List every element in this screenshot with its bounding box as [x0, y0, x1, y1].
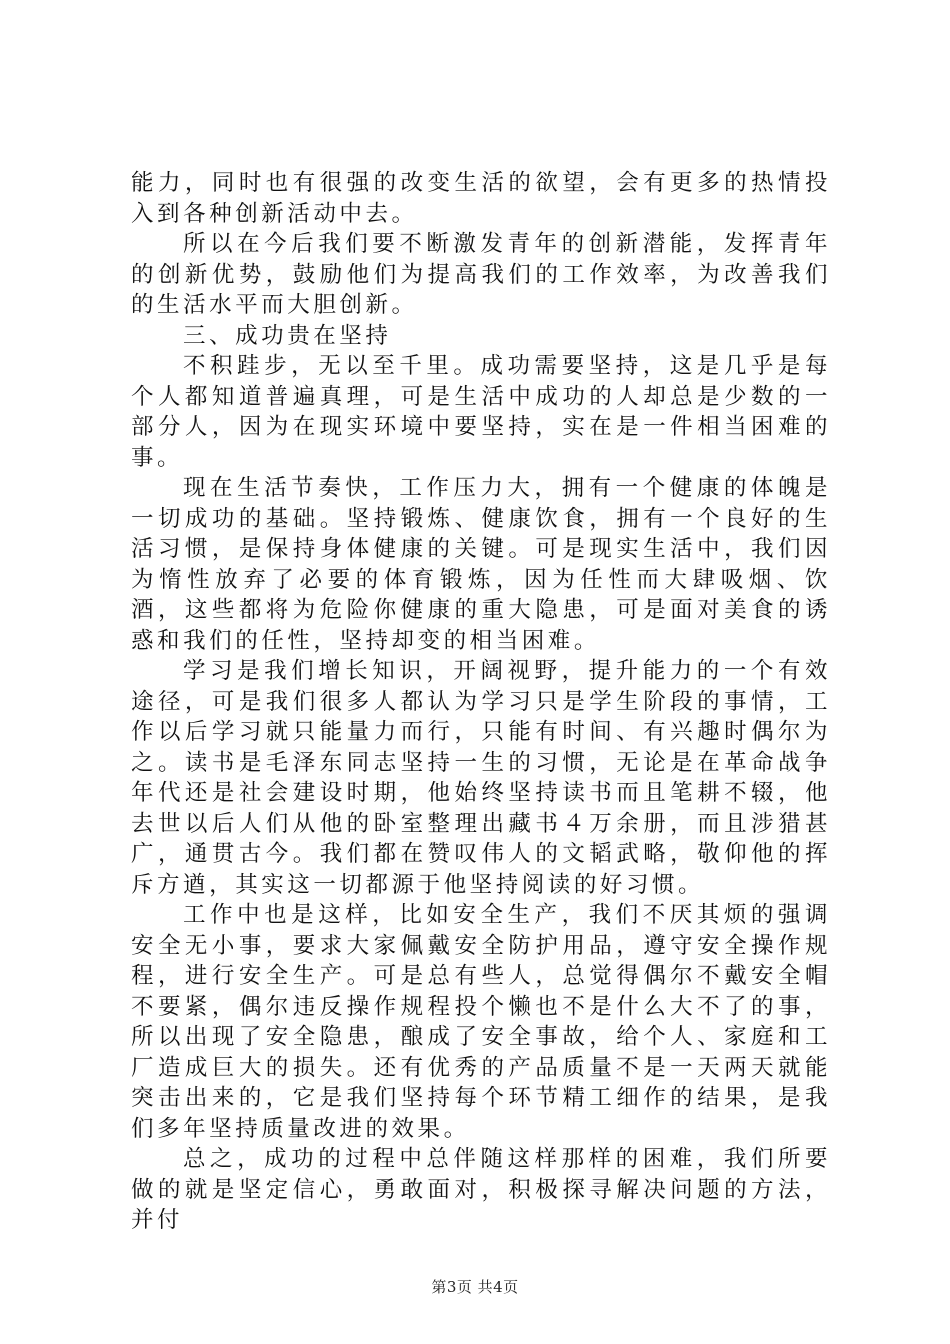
paragraph-continuation: 能力，同时也有很强的改变生活的欲望，会有更多的热情投入到各种创新活动中去。	[131, 170, 831, 227]
paragraph-learning: 学习是我们增长知识，开阔视野，提升能力的一个有效途径，可是我们很多人都认为学习只是学生阶段的事情，工作以后学习就只能量力而行，只能有时间、有兴趣时偶尔为之。读书是毛泽东同志坚持一生的习惯，无论是在革命战争年代还是社会建设时期，他始终坚持读书而且笔耕不辍，他去世以后人们从他的卧室整理出藏书４万余册，而且涉猎甚广，通贯古今。我们都在赞叹伟人的文韬武略，敬仰他的挥斥方遒，其实这一切都源于他坚持阅读的好习惯。	[131, 658, 831, 898]
page-footer: 第3页 共4页	[431, 1278, 519, 1296]
document-body	[131, 168, 831, 1236]
paragraph-health: 现在生活节奏快，工作压力大，拥有一个健康的体魄是一切成功的基础。坚持锻炼、健康饮食，拥有一个良好的生活习惯，是保持身体健康的关键。可是现实生活中，我们因为惰性放弃了必要的体育锻炼，因为任性而大肆吸烟、饮酒，这些都将为危险你健康的重大隐患，可是面对美食的诱惑和我们的任性，坚持却变的相当困难。	[131, 475, 831, 654]
paragraph-persistence-intro: 不积跬步，无以至千里。成功需要坚持，这是几乎是每个人都知道普遍真理，可是生活中成功的人却总是少数的一部分人，因为在现实环境中要坚持，实在是一件相当困难的事。	[131, 353, 831, 471]
paragraph-work-safety: 工作中也是这样，比如安全生产，我们不厌其烦的强调安全无小事，要求大家佩戴安全防护用品，遵守安全操作规程，进行安全生产。可是总有些人，总觉得偶尔不戴安全帽不要紧，偶尔违反操作规程投个懒也不是什么大不了的事，所以出现了安全隐患，酿成了安全事故，给个人、家庭和工厂造成巨大的损失。还有优秀的产品质量不是一天两天就能突击出来的，它是我们坚持每个环节精工细作的结果，是我们多年坚持质量改进的效果。	[131, 902, 831, 1142]
paragraph-conclusion: 总之，成功的过程中总伴随这样那样的困难，我们所要做的就是坚定信心，勇敢面对，积极探寻解决问题的方法，并付	[131, 1146, 831, 1233]
section-heading-persistence: 三、成功贵在坚持	[183, 322, 392, 349]
paragraph-youth-innovation: 所以在今后我们要不断激发青年的创新潜能，发挥青年的创新优势，鼓励他们为提高我们的工作效率，为改善我们的生活水平而大胆创新。	[131, 231, 831, 318]
